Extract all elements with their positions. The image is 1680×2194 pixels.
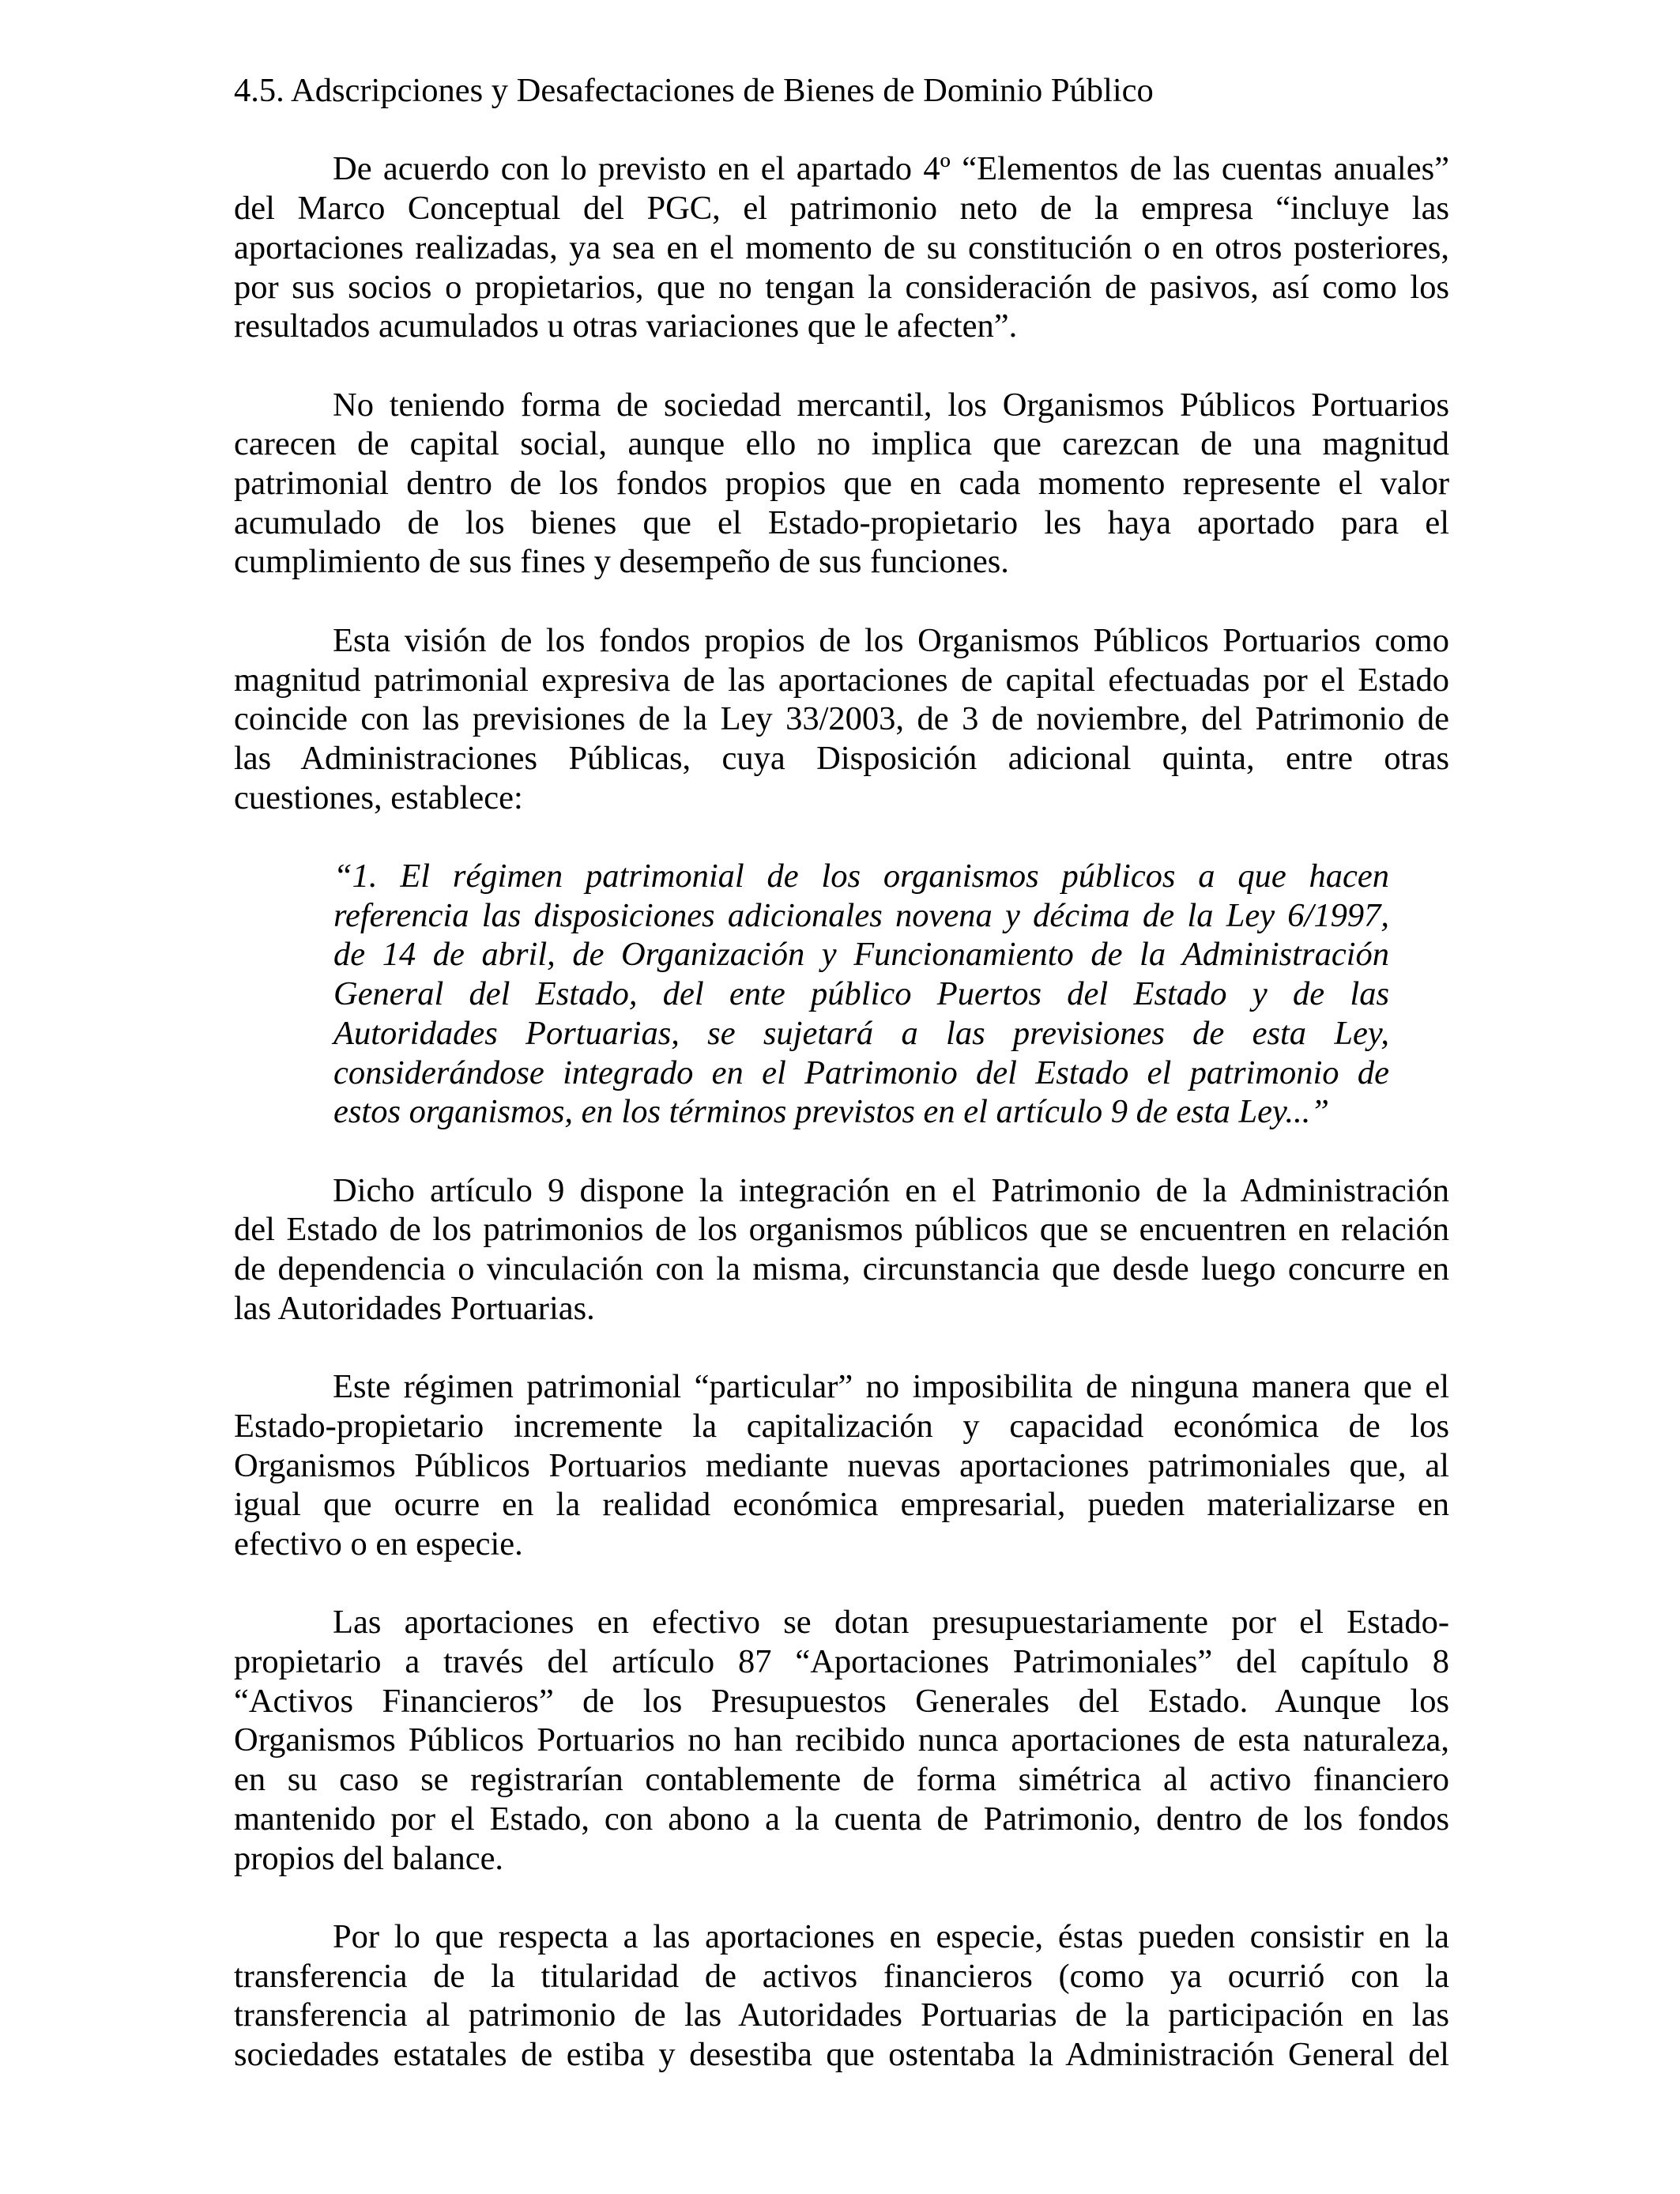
text-line: cumplimiento de sus fines y desempeño de sus funciones.	[234, 543, 1009, 581]
section-heading: 4.5. Adscripciones y Desafectaciones de Bienes de Dominio Público	[234, 72, 1154, 109]
quote-line: estos organismos, en los términos previstos en el artículo 9 de esta Ley...”	[333, 1093, 1329, 1131]
text-line: De acuerdo con lo previsto en el apartado 4º “Elementos de las cuentas anuales”	[333, 150, 1449, 188]
text-line: del Estado de los patrimonios de los organismos públicos que se encuentren en relación	[234, 1211, 1449, 1249]
text-line: del Marco Conceptual del PGC, el patrimonio neto de la empresa “incluye las	[234, 190, 1449, 228]
text-line: las Autoridades Portuarias.	[234, 1289, 595, 1327]
paragraph	[234, 149, 1449, 346]
text-line: transferencia al patrimonio de las Autoridades Portuarias de la participación en las	[234, 1996, 1449, 2034]
quote-line: de 14 de abril, de Organización y Funcionamiento de la Administración	[333, 936, 1389, 974]
text-line: Estado-propietario incremente la capitalización y capacidad económica de los	[234, 1407, 1449, 1445]
text-line: propios del balance.	[234, 1839, 504, 1877]
text-line: “Activos Financieros” de los Presupuestos Generales del Estado. Aunque los	[234, 1682, 1449, 1720]
text-line: sociedades estatales de estiba y desestiba que ostentaba la Administración General del	[234, 2036, 1449, 2074]
text-line: No teniendo forma de sociedad mercantil, los Organismos Públicos Portuarios	[333, 386, 1449, 424]
quote-line: General del Estado, del ente público Puertos del Estado y de las	[333, 975, 1389, 1013]
text-line: Por lo que respecta a las aportaciones en especie, éstas pueden consistir en la	[333, 1917, 1449, 1955]
text-line: mantenido por el Estado, con abono a la cuenta de Patrimonio, dentro de los fondos	[234, 1800, 1449, 1838]
paragraph	[234, 1367, 1449, 1564]
paragraph	[234, 621, 1449, 818]
text-line: Esta visión de los fondos propios de los Organismos Públicos Portuarios como	[333, 621, 1449, 659]
document-page	[234, 71, 1449, 2113]
text-line: Las aportaciones en efectivo se dotan presupuestariamente por el Estado-	[333, 1604, 1449, 1642]
text-line: patrimonial dentro de los fondos propios que en cada momento represente el valor	[234, 465, 1449, 502]
text-line: en su caso se registrarían contablemente de forma simétrica al activo financiero	[234, 1761, 1449, 1799]
text-line: acumulado de los bienes que el Estado-propietario les haya aportado para el	[234, 503, 1449, 541]
text-line: magnitud patrimonial expresiva de las aportaciones de capital efectuadas por el Estado	[234, 661, 1449, 699]
text-line: Dicho artículo 9 dispone la integración en el Patrimonio de la Administración	[333, 1171, 1449, 1209]
text-line: efectivo o en especie.	[234, 1525, 523, 1563]
quote-line: “1. El régimen patrimonial de los organismos públicos a que hacen	[333, 858, 1389, 895]
text-line: igual que ocurre en la realidad económica empresarial, pueden materializarse en	[234, 1486, 1449, 1524]
text-line: transferencia de la titularidad de activos financieros (como ya ocurrió con la	[234, 1957, 1449, 1995]
text-line: de dependencia o vinculación con la misma, circunstancia que desde luego concurre en	[234, 1250, 1449, 1288]
text-line: por sus socios o propietarios, que no tengan la consideración de pasivos, así como los	[234, 268, 1449, 306]
paragraph	[234, 1171, 1449, 1329]
text-line: coincide con las previsiones de la Ley 33/2003, de 3 de noviembre, del Patrimonio de	[234, 700, 1449, 738]
text-line: Este régimen patrimonial “particular” no imposibilita de ninguna manera que el	[333, 1368, 1449, 1406]
text-line: propietario a través del artículo 87 “Aportaciones Patrimoniales” del capítulo 8	[234, 1643, 1449, 1681]
paragraph	[234, 386, 1449, 582]
text-line: cuestiones, establece:	[234, 778, 523, 816]
quote-line: considerándose integrado en el Patrimonio del Estado el patrimonio de	[333, 1054, 1389, 1091]
text-line: Organismos Públicos Portuarios mediante nuevas aportaciones patrimoniales que, al	[234, 1446, 1449, 1484]
text-line: resultados acumulados u otras variaciones que le afecten”.	[234, 307, 1018, 345]
quote-line: referencia las disposiciones adicionales novena y décima de la Ley 6/1997,	[333, 896, 1389, 934]
text-line: aportaciones realizadas, ya sea en el momento de su constitución o en otros posteriores,	[234, 228, 1449, 266]
paragraph	[234, 1917, 1449, 2075]
text-line: Organismos Públicos Portuarios no han recibido nunca aportaciones de esta naturaleza,	[234, 1721, 1449, 1759]
text-line: carecen de capital social, aunque ello no implica que carezcan de una magnitud	[234, 425, 1449, 463]
paragraph	[234, 1603, 1449, 1878]
block-quote	[333, 857, 1389, 1132]
quote-line: Autoridades Portuarias, se sujetará a las previsiones de esta Ley,	[333, 1014, 1389, 1052]
text-line: las Administraciones Públicas, cuya Disposición adicional quinta, entre otras	[234, 739, 1449, 777]
